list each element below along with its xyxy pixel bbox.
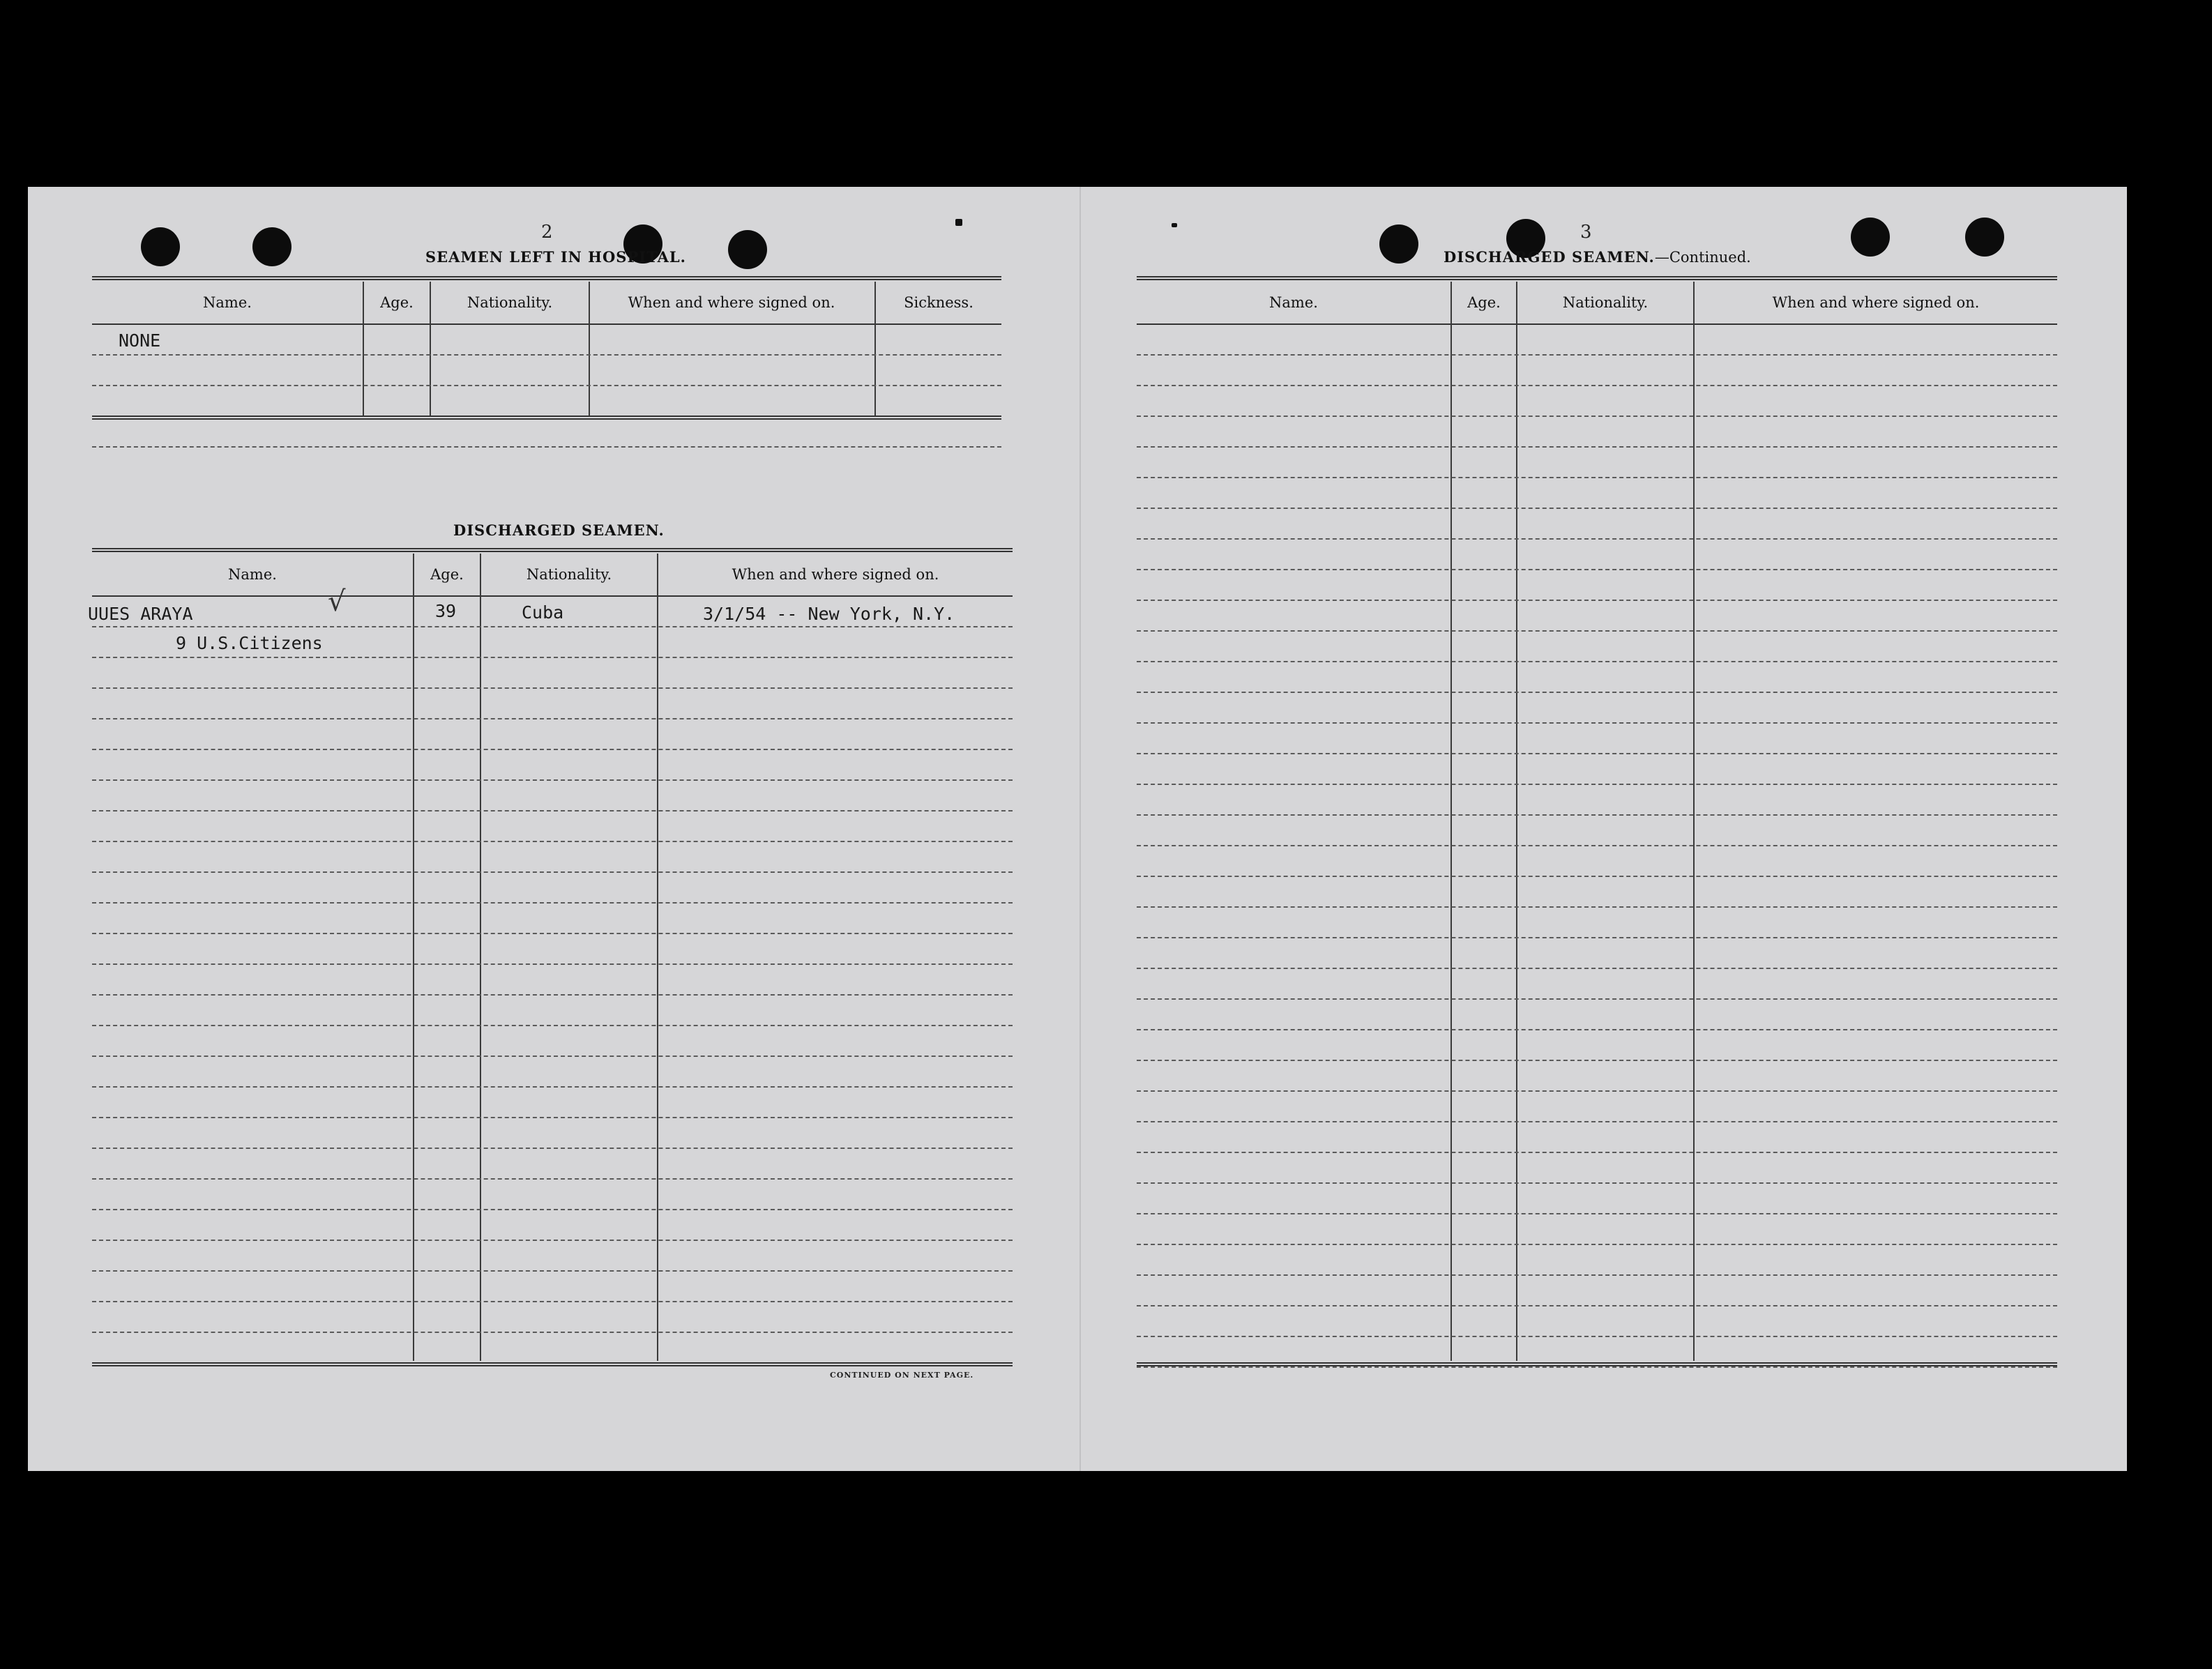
hospital-header-name: Name. — [203, 294, 252, 311]
discharged-note: 9 U.S.Citizens — [176, 633, 323, 653]
right-header-nationality: Nationality. — [1562, 294, 1649, 311]
discharged-age: 39 — [435, 601, 457, 621]
table-row — [92, 1118, 1013, 1149]
discharged-rows — [92, 597, 1013, 1364]
table-row — [92, 965, 1013, 996]
page-number-left: 2 — [541, 222, 553, 243]
punch-hole — [1851, 218, 1890, 257]
table-row — [92, 1057, 1013, 1088]
discharged-header-name: Name. — [228, 566, 277, 583]
table-row — [92, 996, 1013, 1026]
table-row — [92, 689, 1013, 719]
table-row — [92, 356, 1001, 386]
continued-footer: CONTINUED ON NEXT PAGE. — [830, 1371, 974, 1380]
table-row — [1137, 1184, 2057, 1214]
page-fold — [1080, 187, 1081, 1471]
table-row — [92, 386, 1001, 417]
table-row — [92, 1272, 1013, 1302]
table-row — [92, 719, 1013, 750]
punch-hole — [728, 230, 767, 269]
table-row — [1137, 448, 2057, 478]
right-header-name: Name. — [1269, 294, 1318, 311]
table-row — [92, 904, 1013, 934]
hospital-rows — [92, 325, 1001, 448]
table-row — [1137, 509, 2057, 540]
discharged-header-signed-on: When and where signed on. — [732, 566, 939, 583]
right-section-title — [1444, 248, 1751, 266]
table-row — [1137, 1000, 2057, 1030]
table-row — [1137, 1276, 2057, 1306]
table-row — [1137, 417, 2057, 448]
table-row — [1137, 1306, 2057, 1337]
right-title-main: DISCHARGED SEAMEN. — [1444, 248, 1655, 266]
table-row — [1137, 816, 2057, 846]
right-title-suffix: —Continued. — [1654, 249, 1751, 266]
hospital-header-sickness: Sickness. — [904, 294, 974, 311]
table-row — [1137, 632, 2057, 662]
table-row — [1137, 724, 2057, 754]
ledger-paper — [28, 187, 2127, 1471]
table-row — [92, 934, 1013, 965]
table-row — [1137, 601, 2057, 632]
table-row — [92, 1210, 1013, 1241]
table-row — [1137, 356, 2057, 386]
table-row — [1137, 877, 2057, 908]
table-row — [92, 750, 1013, 781]
page-number-right: 3 — [1580, 222, 1592, 243]
table-row — [1137, 325, 2057, 356]
hospital-header-age: Age. — [380, 294, 414, 311]
table-row — [92, 1241, 1013, 1272]
right-discharged-table — [1137, 276, 2057, 1378]
table-row — [92, 1302, 1013, 1333]
table-row — [1137, 908, 2057, 938]
table-row — [1137, 1061, 2057, 1092]
table-row — [1137, 846, 2057, 877]
table-row — [92, 1333, 1013, 1364]
discharged-nationality: Cuba — [522, 602, 564, 623]
speck — [955, 219, 962, 226]
punch-hole — [141, 227, 180, 266]
table-row — [1137, 1030, 2057, 1061]
table-row — [1137, 754, 2057, 785]
discharged-header-age: Age. — [430, 566, 464, 583]
speck — [1172, 223, 1177, 227]
check-mark: √ — [328, 586, 346, 618]
table-row — [1137, 478, 2057, 509]
table-row — [92, 811, 1013, 842]
table-row — [1137, 1092, 2057, 1122]
table-row — [1137, 386, 2057, 417]
table-row — [92, 417, 1001, 448]
table-row — [92, 658, 1013, 689]
table-row — [1137, 693, 2057, 724]
discharged-header-nationality: Nationality. — [526, 566, 612, 583]
table-row — [92, 1149, 1013, 1180]
table-row — [1137, 1122, 2057, 1153]
table-row — [1137, 540, 2057, 570]
table-row — [1137, 969, 2057, 1000]
table-row — [92, 842, 1013, 873]
hospital-header-nationality: Nationality. — [467, 294, 553, 311]
table-row — [92, 1088, 1013, 1118]
table-row — [92, 873, 1013, 904]
table-row — [92, 1026, 1013, 1057]
punch-hole — [1379, 224, 1418, 264]
hospital-header-signed-on: When and where signed on. — [628, 294, 835, 311]
punch-hole — [252, 227, 291, 266]
right-header-signed-on: When and where signed on. — [1772, 294, 1980, 311]
table-row — [92, 325, 1001, 356]
discharged-section-title: DISCHARGED SEAMEN. — [453, 521, 665, 539]
table-row — [1137, 570, 2057, 601]
table-row — [1137, 785, 2057, 816]
table-row — [1137, 938, 2057, 969]
discharged-signed-on: 3/1/54 -- New York, N.Y. — [703, 604, 955, 624]
table-row — [92, 1180, 1013, 1210]
table-row — [1137, 1153, 2057, 1184]
punch-hole — [1965, 218, 2004, 257]
right-rows — [1137, 325, 2057, 1368]
table-row — [1137, 1214, 2057, 1245]
discharged-table — [92, 548, 1013, 1378]
table-row — [1137, 1245, 2057, 1276]
table-row — [1137, 662, 2057, 693]
table-row — [92, 781, 1013, 811]
hospital-entry: NONE — [119, 330, 161, 351]
hospital-section-title: SEAMEN LEFT IN HOSPITAL. — [425, 248, 686, 266]
right-header-age: Age. — [1467, 294, 1501, 311]
discharged-name: UUES ARAYA — [88, 604, 193, 624]
